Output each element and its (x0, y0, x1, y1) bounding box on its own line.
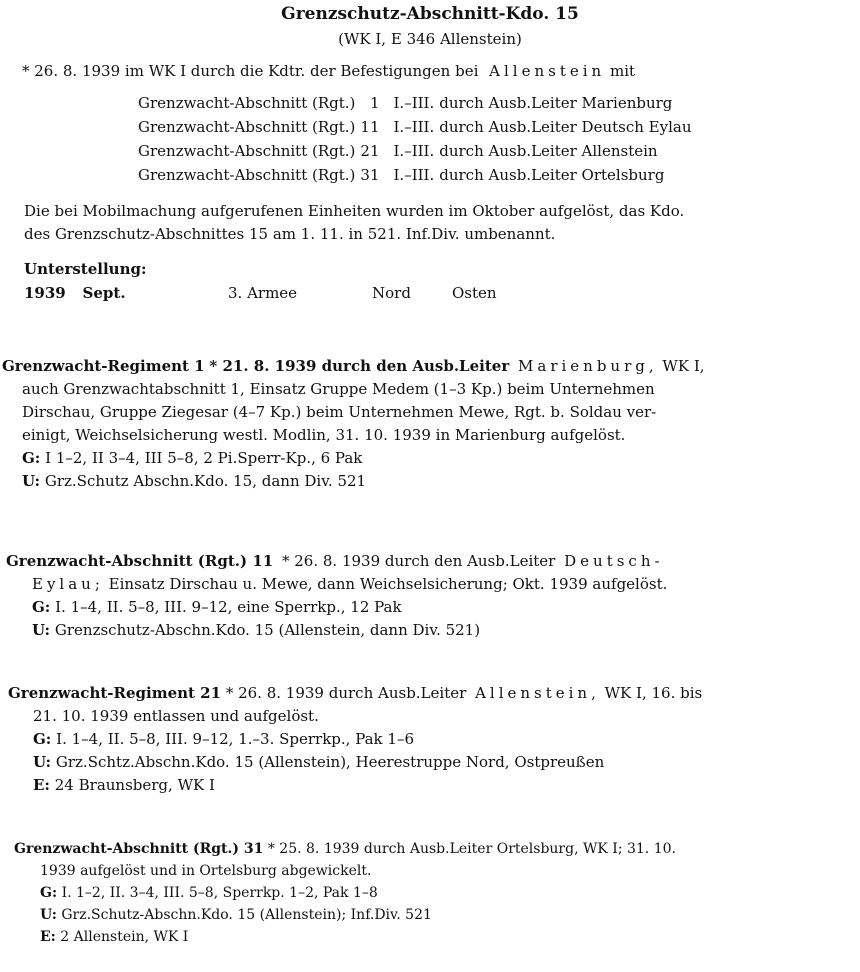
entry-line: einigt, Weichselsicherung westl. Modlin, 31. 10. 1939 in Marienburg aufgelöst. (22, 426, 626, 444)
subordination-month: Sept. (82, 284, 126, 302)
subordination-row (24, 284, 126, 302)
subordination-army: 3. Armee (228, 284, 298, 302)
unit-via: durch Ausb.Leiter Marienburg (439, 94, 673, 112)
entry-head (2, 355, 705, 378)
table-row (138, 139, 697, 163)
entry-star-text: * 25. 8. 1939 durch Ausb.Leiter Ortelsburg, WK I; 31. 10. (267, 841, 676, 857)
unit-number: 1 (369, 94, 380, 112)
entry-head (6, 550, 667, 573)
unit-via: durch Ausb.Leiter Ortelsburg (439, 166, 665, 184)
unit-name: Grenzwacht-Abschnitt (Rgt.) (138, 94, 356, 112)
entry-star-text: * 26. 8. 1939 durch den Ausb.Leiter (281, 552, 556, 570)
g-label: G: (32, 598, 51, 616)
entry-e-line (14, 926, 676, 948)
entry-head (8, 682, 702, 705)
entry-place: Allenstein, (475, 684, 600, 702)
unit-name: Grenzwacht-Abschnitt (Rgt.) (138, 142, 356, 160)
table-row (138, 91, 697, 115)
note-line-2: des Grenzschutz-Abschnittes 15 am 1. 11. in 521. Inf.Div. umbenannt. (24, 225, 556, 243)
entry-title: Grenzwacht-Abschnitt (Rgt.) 11 (6, 552, 274, 570)
g-text: I. 1–4, II. 5–8, III. 9–12, 1.–3. Sperrkp., Pak 1–6 (56, 730, 415, 748)
entry-line: 1939 aufgelöst und in Ortelsburg abgewickelt. (40, 863, 372, 879)
unit-range: I.–III. (393, 166, 435, 184)
entry-title: Grenzwacht-Abschnitt (Rgt.) 31 (14, 841, 264, 857)
unit-range: I.–III. (393, 118, 435, 136)
entry-line-rest: Einsatz Dirschau u. Mewe, dann Weichselsicherung; Okt. 1939 aufgelöst. (108, 575, 668, 593)
units-table (138, 91, 697, 187)
entry-line (6, 573, 667, 596)
table-row (138, 115, 697, 139)
table-row (138, 163, 697, 187)
u-label: U: (22, 472, 41, 490)
subordination-group: Nord (372, 284, 411, 302)
g-text: I 1–2, II 3–4, III 5–8, 2 Pi.Sperr-Kp., 6 Pak (45, 449, 363, 467)
entry-abschnitt-31 (14, 838, 676, 948)
u-label: U: (33, 753, 52, 771)
g-label: G: (33, 730, 52, 748)
note-line-1: Die bei Mobilmachung aufgerufenen Einheiten wurden im Oktober aufgelöst, das Kdo. (24, 202, 685, 220)
intro-place: Allenstein (489, 62, 606, 80)
unit-name: Grenzwacht-Abschnitt (Rgt.) (138, 166, 356, 184)
unit-number: 11 (360, 118, 380, 136)
u-label: U: (32, 621, 51, 639)
subordination-heading: Unterstellung: (24, 260, 147, 278)
intro-line (22, 62, 635, 80)
entry-star-text: * 21. 8. 1939 durch den Ausb.Leiter (209, 357, 510, 375)
entry-u-line (6, 619, 667, 642)
entry-regiment-21 (8, 682, 702, 797)
e-label: E: (33, 776, 50, 794)
entry-e-line (8, 774, 702, 797)
g-label: G: (22, 449, 41, 467)
entry-u-line (2, 470, 705, 493)
entry-place: Marienburg, (518, 357, 658, 375)
e-text: 2 Allenstein, WK I (60, 929, 189, 945)
g-label: G: (40, 885, 58, 901)
unit-via: durch Ausb.Leiter Allenstein (439, 142, 658, 160)
u-text: Grz.Schutz Abschn.Kdo. 15, dann Div. 521 (44, 472, 367, 490)
page-subtitle: (WK I, E 346 Allenstein) (338, 30, 522, 48)
entry-u-line (8, 751, 702, 774)
entry-after-place: WK I, 16. bis (604, 684, 703, 702)
entry-line: Dirschau, Gruppe Ziegesar (4–7 Kp.) beim Unternehmen Mewe, Rgt. b. Soldau ver- (22, 403, 657, 421)
e-text: 24 Braunsberg, WK I (54, 776, 215, 794)
unit-range: I.–III. (393, 142, 435, 160)
unit-name: Grenzwacht-Abschnitt (Rgt.) (138, 118, 356, 136)
u-text: Grz.Schtz.Abschn.Kdo. 15 (Allenstein), Heerestruppe Nord, Ostpreußen (55, 753, 605, 771)
entry-place: Deutsch- (564, 552, 664, 570)
entry-head (14, 838, 676, 860)
entry-g-line (14, 882, 676, 904)
mobilization-note (24, 200, 684, 246)
entry-g-line (8, 728, 702, 751)
entry-place-continued: Eylau; (32, 575, 104, 593)
g-text: I. 1–4, II. 5–8, III. 9–12, eine Sperrkp., 12 Pak (55, 598, 402, 616)
entry-title: Grenzwacht-Regiment 1 (2, 357, 205, 375)
unit-range: I.–III. (393, 94, 435, 112)
unit-number: 21 (360, 142, 380, 160)
unit-via: durch Ausb.Leiter Deutsch Eylau (439, 118, 692, 136)
entry-g-line (2, 447, 705, 470)
entry-u-line (14, 904, 676, 926)
entry-regiment-1 (2, 355, 705, 493)
u-text: Grz.Schutz-Abschn.Kdo. 15 (Allenstein); Inf.Div. 521 (61, 907, 432, 923)
entry-line: 21. 10. 1939 entlassen und aufgelöst. (33, 707, 319, 725)
entry-g-line (6, 596, 667, 619)
u-label: U: (40, 907, 57, 923)
entry-after-place: WK I, (662, 357, 705, 375)
intro-prefix: * 26. 8. 1939 im WK I durch die Kdtr. der Befestigungen bei (22, 62, 479, 80)
g-text: I. 1–2, II. 3–4, III. 5–8, Sperrkp. 1–2, Pak 1–8 (61, 885, 378, 901)
u-text: Grenzschutz-Abschn.Kdo. 15 (Allenstein, dann Div. 521) (54, 621, 481, 639)
subordination-year: 1939 (24, 284, 66, 302)
unit-number: 31 (360, 166, 380, 184)
intro-suffix: mit (609, 62, 636, 80)
entry-abschnitt-11 (6, 550, 667, 642)
entry-title: Grenzwacht-Regiment 21 (8, 684, 222, 702)
entry-line: auch Grenzwachtabschnitt 1, Einsatz Gruppe Medem (1–3 Kp.) beim Unternehmen (22, 380, 655, 398)
page-title: Grenzschutz-Abschnitt-Kdo. 15 (281, 4, 579, 24)
subordination-front: Osten (452, 284, 497, 302)
entry-star-text: * 26. 8. 1939 durch Ausb.Leiter (225, 684, 467, 702)
e-label: E: (40, 929, 56, 945)
